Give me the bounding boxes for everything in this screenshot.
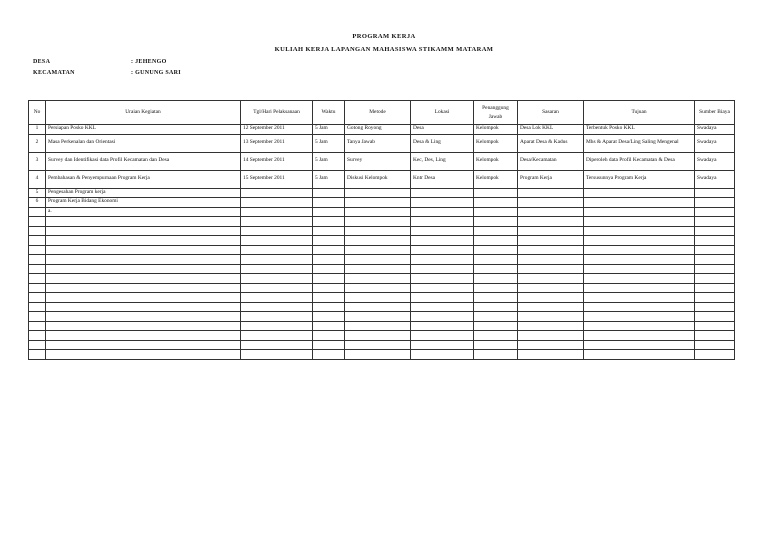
cell-metode: [345, 207, 411, 217]
table-row: [29, 207, 735, 217]
empty-cell: [474, 302, 518, 312]
empty-cell: [46, 321, 241, 331]
cell-metode: Tanya Jawab: [345, 134, 411, 152]
cell-waktu: 5 Jam: [313, 125, 345, 135]
empty-cell: [241, 312, 313, 322]
empty-cell: [313, 274, 345, 284]
empty-cell: [695, 302, 735, 312]
empty-cell: [411, 236, 474, 246]
col-header-no: No: [29, 101, 46, 125]
empty-cell: [584, 350, 695, 360]
empty-cell: [241, 350, 313, 360]
empty-table-row: [29, 302, 735, 312]
empty-cell: [518, 340, 584, 350]
cell-tanggal: [241, 198, 313, 208]
empty-cell: [46, 312, 241, 322]
cell-metode: [345, 188, 411, 198]
empty-cell: [345, 236, 411, 246]
empty-cell: [518, 293, 584, 303]
empty-cell: [241, 245, 313, 255]
empty-cell: [474, 331, 518, 341]
col-header-lokasi: Lokasi: [411, 101, 474, 125]
empty-cell: [46, 331, 241, 341]
table-row: [29, 134, 735, 152]
empty-cell: [584, 255, 695, 265]
empty-cell: [29, 340, 46, 350]
cell-uraian: Masa Perkenalan dan Orientasi: [46, 134, 241, 152]
cell-tujuan: Diperoleh data Profil Kecamatan & Desa: [584, 152, 695, 170]
empty-cell: [46, 226, 241, 236]
document-title: PROGRAM KERJA: [352, 33, 416, 40]
empty-cell: [411, 340, 474, 350]
empty-cell: [474, 217, 518, 227]
empty-cell: [518, 217, 584, 227]
empty-cell: [584, 264, 695, 274]
empty-cell: [411, 331, 474, 341]
empty-cell: [345, 293, 411, 303]
empty-cell: [411, 274, 474, 284]
empty-cell: [46, 245, 241, 255]
cell-tanggal: 13 September 2011: [241, 134, 313, 152]
empty-table-row: [29, 245, 735, 255]
col-header-metode: Metode: [345, 101, 411, 125]
empty-cell: [345, 302, 411, 312]
empty-cell: [345, 350, 411, 360]
empty-cell: [29, 302, 46, 312]
empty-cell: [313, 245, 345, 255]
empty-cell: [518, 283, 584, 293]
empty-cell: [241, 321, 313, 331]
empty-cell: [695, 331, 735, 341]
cell-lokasi: [411, 188, 474, 198]
empty-cell: [29, 312, 46, 322]
cell-lokasi: Desa: [411, 125, 474, 135]
empty-cell: [411, 245, 474, 255]
cell-tanggal: [241, 188, 313, 198]
cell-penanggung-jawab: [474, 207, 518, 217]
empty-cell: [518, 274, 584, 284]
col-header-sasaran: Sasaran: [518, 101, 584, 125]
cell-lokasi: [411, 198, 474, 208]
cell-lokasi: Desa & Ling: [411, 134, 474, 152]
empty-cell: [241, 331, 313, 341]
empty-cell: [29, 226, 46, 236]
cell-sasaran: Aparat Desa & Kadus: [518, 134, 584, 152]
cell-uraian: Survey dan Identifikasi data Profil Kecamatan dan Desa: [46, 152, 241, 170]
empty-cell: [411, 217, 474, 227]
empty-cell: [313, 283, 345, 293]
document-subtitle: KULIAH KERJA LAPANGAN MAHASISWA STIKAMM MATARAM: [274, 46, 494, 53]
col-header-tanggal: Tgl/Hari Pelaksanaan: [241, 101, 313, 125]
cell-no: [29, 207, 46, 217]
cell-sasaran: Program Kerja: [518, 170, 584, 188]
col-header-sumber-biaya: Sumber Biaya: [695, 101, 735, 125]
empty-cell: [518, 321, 584, 331]
program-table: [28, 100, 735, 360]
empty-table-row: [29, 236, 735, 246]
col-header-waktu: Waktu: [313, 101, 345, 125]
empty-cell: [584, 245, 695, 255]
empty-cell: [584, 340, 695, 350]
empty-cell: [584, 302, 695, 312]
kecamatan-label: KECAMATAN: [33, 70, 75, 76]
empty-cell: [241, 217, 313, 227]
empty-cell: [313, 255, 345, 265]
empty-cell: [46, 350, 241, 360]
table-row: [29, 198, 735, 208]
empty-cell: [313, 312, 345, 322]
cell-waktu: 5 Jam: [313, 170, 345, 188]
empty-cell: [474, 340, 518, 350]
empty-cell: [241, 226, 313, 236]
empty-cell: [241, 274, 313, 284]
empty-cell: [313, 321, 345, 331]
desa-label: DESA: [33, 59, 51, 65]
cell-tujuan: Tersusunnya Program Kerja: [584, 170, 695, 188]
cell-metode: Survey: [345, 152, 411, 170]
table-row: [29, 125, 735, 135]
empty-cell: [584, 217, 695, 227]
empty-cell: [313, 340, 345, 350]
empty-cell: [584, 274, 695, 284]
empty-table-row: [29, 217, 735, 227]
empty-cell: [313, 236, 345, 246]
cell-sasaran: [518, 207, 584, 217]
empty-cell: [695, 340, 735, 350]
kecamatan-value: : GUNUNG SARI: [131, 70, 181, 76]
empty-cell: [584, 236, 695, 246]
empty-cell: [345, 312, 411, 322]
empty-cell: [474, 274, 518, 284]
cell-sumber-biaya: [695, 188, 735, 198]
cell-metode: [345, 198, 411, 208]
empty-cell: [411, 350, 474, 360]
empty-cell: [345, 331, 411, 341]
cell-uraian: a.: [46, 207, 241, 217]
empty-cell: [411, 302, 474, 312]
empty-cell: [313, 293, 345, 303]
empty-cell: [29, 321, 46, 331]
cell-no: 4: [29, 170, 46, 188]
empty-cell: [695, 255, 735, 265]
empty-cell: [241, 302, 313, 312]
empty-cell: [46, 340, 241, 350]
empty-cell: [584, 331, 695, 341]
empty-cell: [345, 255, 411, 265]
cell-sumber-biaya: [695, 207, 735, 217]
table-row: [29, 152, 735, 170]
cell-waktu: 5 Jam: [313, 134, 345, 152]
empty-cell: [345, 283, 411, 293]
cell-sasaran: Desa/Kecamatan: [518, 152, 584, 170]
empty-cell: [241, 340, 313, 350]
table-row: [29, 170, 735, 188]
empty-table-row: [29, 350, 735, 360]
cell-waktu: 5 Jam: [313, 152, 345, 170]
empty-cell: [518, 255, 584, 265]
cell-uraian: Pembahasan & Penyempurnaan Program Kerja: [46, 170, 241, 188]
empty-cell: [345, 340, 411, 350]
empty-cell: [584, 312, 695, 322]
empty-cell: [29, 293, 46, 303]
empty-cell: [46, 293, 241, 303]
cell-lokasi: Kntr Desa: [411, 170, 474, 188]
cell-uraian: Program Kerja Bidang Ekonomi: [46, 198, 241, 208]
empty-cell: [411, 255, 474, 265]
empty-table-row: [29, 274, 735, 284]
cell-sasaran: Desa Lok KKL: [518, 125, 584, 135]
empty-table-row: [29, 255, 735, 265]
cell-no: 5: [29, 188, 46, 198]
empty-cell: [29, 236, 46, 246]
empty-cell: [313, 302, 345, 312]
cell-tanggal: 12 September 2011: [241, 125, 313, 135]
col-header-tujuan: Tujuan: [584, 101, 695, 125]
col-header-penanggung-jawab: Penanggung Jawab: [474, 101, 518, 125]
cell-penanggung-jawab: [474, 188, 518, 198]
table-header-row: [29, 101, 735, 125]
empty-table-row: [29, 312, 735, 322]
empty-cell: [518, 350, 584, 360]
empty-cell: [695, 245, 735, 255]
cell-waktu: [313, 198, 345, 208]
empty-cell: [46, 283, 241, 293]
cell-lokasi: [411, 207, 474, 217]
empty-cell: [695, 236, 735, 246]
empty-cell: [474, 312, 518, 322]
empty-cell: [518, 245, 584, 255]
empty-cell: [518, 264, 584, 274]
cell-penanggung-jawab: Kelompok: [474, 125, 518, 135]
empty-cell: [29, 331, 46, 341]
cell-waktu: [313, 207, 345, 217]
cell-sasaran: [518, 188, 584, 198]
cell-tujuan: [584, 198, 695, 208]
cell-sumber-biaya: Swadaya: [695, 125, 735, 135]
cell-waktu: [313, 188, 345, 198]
empty-cell: [411, 312, 474, 322]
table-row: [29, 188, 735, 198]
cell-tanggal: 15 September 2011: [241, 170, 313, 188]
empty-cell: [584, 293, 695, 303]
empty-cell: [29, 283, 46, 293]
cell-sumber-biaya: Swadaya: [695, 152, 735, 170]
cell-penanggung-jawab: Kelompok: [474, 170, 518, 188]
cell-tujuan: [584, 207, 695, 217]
cell-lokasi: Kec, Des, Ling: [411, 152, 474, 170]
empty-cell: [241, 283, 313, 293]
empty-cell: [313, 217, 345, 227]
cell-no: 1: [29, 125, 46, 135]
empty-cell: [474, 264, 518, 274]
empty-cell: [695, 217, 735, 227]
col-header-uraian: Uraian Kegiatan: [46, 101, 241, 125]
empty-cell: [695, 293, 735, 303]
empty-table-row: [29, 340, 735, 350]
cell-no: 2: [29, 134, 46, 152]
empty-cell: [313, 264, 345, 274]
empty-cell: [518, 331, 584, 341]
cell-sumber-biaya: Swadaya: [695, 134, 735, 152]
cell-tanggal: 14 September 2011: [241, 152, 313, 170]
empty-cell: [313, 350, 345, 360]
empty-cell: [345, 274, 411, 284]
empty-cell: [695, 350, 735, 360]
cell-sasaran: [518, 198, 584, 208]
empty-cell: [29, 217, 46, 227]
empty-cell: [518, 236, 584, 246]
cell-uraian: Persiapan Posko KKL: [46, 125, 241, 135]
cell-penanggung-jawab: Kelompok: [474, 152, 518, 170]
cell-sumber-biaya: [695, 198, 735, 208]
empty-cell: [474, 226, 518, 236]
empty-cell: [474, 283, 518, 293]
empty-cell: [29, 350, 46, 360]
empty-cell: [474, 245, 518, 255]
empty-cell: [411, 283, 474, 293]
empty-cell: [474, 321, 518, 331]
empty-cell: [313, 226, 345, 236]
empty-cell: [241, 293, 313, 303]
empty-cell: [29, 264, 46, 274]
empty-cell: [241, 255, 313, 265]
empty-cell: [29, 274, 46, 284]
empty-cell: [313, 331, 345, 341]
empty-cell: [474, 255, 518, 265]
desa-value: : JEHENGO: [131, 59, 167, 65]
empty-cell: [474, 293, 518, 303]
empty-table-row: [29, 293, 735, 303]
empty-cell: [695, 226, 735, 236]
cell-no: 6: [29, 198, 46, 208]
empty-cell: [695, 321, 735, 331]
empty-cell: [29, 245, 46, 255]
empty-cell: [474, 236, 518, 246]
empty-table-row: [29, 321, 735, 331]
cell-no: 3: [29, 152, 46, 170]
cell-tujuan: Mhs & Aparat Desa/Ling Saling Mengenal: [584, 134, 695, 152]
empty-cell: [695, 264, 735, 274]
empty-table-row: [29, 264, 735, 274]
empty-cell: [345, 226, 411, 236]
empty-cell: [474, 350, 518, 360]
cell-penanggung-jawab: [474, 198, 518, 208]
empty-cell: [584, 226, 695, 236]
empty-cell: [518, 312, 584, 322]
empty-cell: [584, 283, 695, 293]
cell-sumber-biaya: Swadaya: [695, 170, 735, 188]
cell-tujuan: Terbentuk Posko KKL: [584, 125, 695, 135]
empty-cell: [695, 274, 735, 284]
empty-cell: [518, 226, 584, 236]
empty-table-row: [29, 226, 735, 236]
empty-cell: [411, 226, 474, 236]
empty-cell: [345, 264, 411, 274]
empty-cell: [411, 321, 474, 331]
empty-cell: [345, 217, 411, 227]
cell-uraian: Pengesahan Program kerja: [46, 188, 241, 198]
empty-cell: [411, 264, 474, 274]
cell-tanggal: [241, 207, 313, 217]
empty-cell: [411, 293, 474, 303]
empty-cell: [29, 255, 46, 265]
cell-tujuan: [584, 188, 695, 198]
empty-cell: [241, 264, 313, 274]
empty-cell: [695, 312, 735, 322]
empty-cell: [584, 321, 695, 331]
cell-metode: Gotong Royong: [345, 125, 411, 135]
cell-metode: Diskusi Kelompok: [345, 170, 411, 188]
empty-table-row: [29, 331, 735, 341]
empty-cell: [518, 302, 584, 312]
empty-cell: [46, 302, 241, 312]
empty-cell: [695, 283, 735, 293]
cell-penanggung-jawab: Kelompok: [474, 134, 518, 152]
empty-cell: [241, 236, 313, 246]
empty-cell: [345, 321, 411, 331]
empty-cell: [46, 255, 241, 265]
empty-table-row: [29, 283, 735, 293]
empty-cell: [345, 245, 411, 255]
empty-cell: [46, 274, 241, 284]
empty-cell: [46, 217, 241, 227]
empty-cell: [46, 264, 241, 274]
empty-cell: [46, 236, 241, 246]
